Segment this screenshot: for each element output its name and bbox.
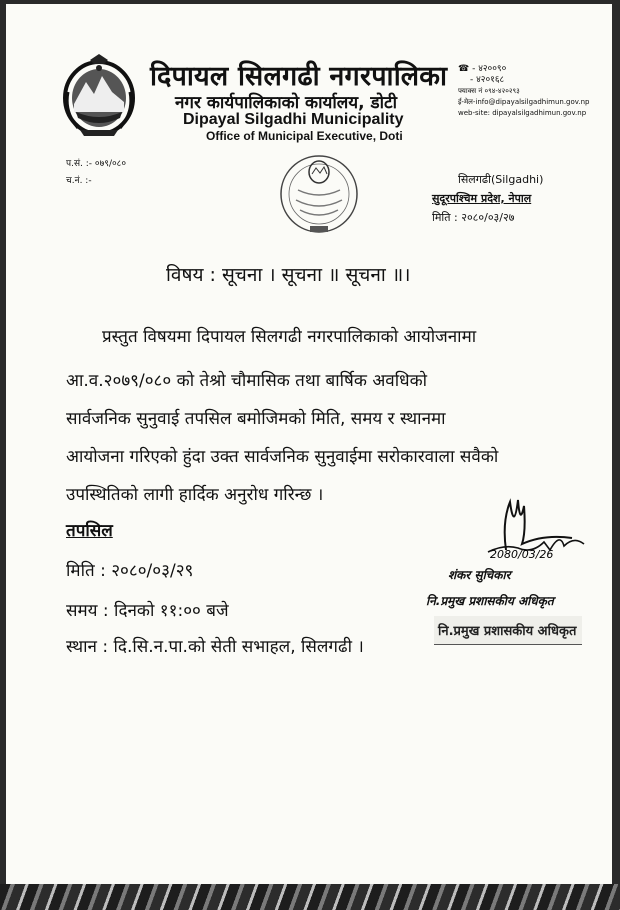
notice-page bbox=[6, 4, 612, 884]
address-block bbox=[432, 170, 543, 227]
fax: फ्याक्स नं ०९४-४२०२९३ bbox=[458, 87, 520, 95]
contact-block bbox=[458, 64, 590, 119]
phone-icon: ☎ bbox=[458, 64, 470, 74]
phone-2: - ४२०१६८ bbox=[470, 75, 505, 85]
header-office-nepali: नगर कार्यपालिकाको कार्यालय, डोटी bbox=[175, 93, 397, 113]
details-date: मिति : २०८०/०३/२९ bbox=[66, 561, 194, 581]
website[interactable]: web-site: dipayalsilgadhimun.gov.np bbox=[458, 109, 587, 117]
details-time: समय : दिनको ११:०० बजे bbox=[66, 601, 229, 621]
dispatch-number: च.नं. :- bbox=[66, 176, 92, 186]
nepal-emblem-logo bbox=[60, 52, 138, 138]
details-heading: तपसिल bbox=[66, 521, 113, 541]
reference-block bbox=[66, 156, 126, 190]
signatory-name: शंकर सुचिकार bbox=[448, 568, 511, 582]
signatory-title-stamp: नि.प्रमुख प्रशासकीय अधिकृत bbox=[434, 616, 582, 645]
body-line-5: उपस्थितिको लागी हार्दिक अनुरोध गरिन्छ । bbox=[66, 485, 324, 505]
subject-line: विषय : सूचना । सूचना ॥ सूचना ॥। bbox=[166, 264, 411, 286]
background-edge bbox=[0, 884, 620, 910]
header-office-english: Office of Municipal Executive, Doti bbox=[206, 129, 403, 143]
details-venue: स्थान : दि.सि.न.पा.को सेती सभाहल, सिलगढी । bbox=[66, 637, 364, 657]
body-line-1: प्रस्तुत विषयमा दिपायल सिलगढी नगरपालिकाको आयोजनामा bbox=[102, 327, 477, 347]
letter-date: मिति : २०८०/०३/२७ bbox=[432, 211, 515, 224]
signature bbox=[484, 492, 590, 560]
letter-number: प.सं. :- ०७९/०८० bbox=[66, 159, 127, 169]
address-province: सुदूरपश्चिम प्रदेश, नेपाल bbox=[432, 192, 532, 205]
header-title-english: Dipayal Silgadhi Municipality bbox=[183, 111, 404, 128]
header-title-nepali: दिपायल सिलगढी नगरपालिका bbox=[150, 61, 448, 92]
body-line-4: आयोजना गरिएको हुंदा उक्त सार्वजनिक सुनुवाईमा सरोकारवाला सवैको bbox=[66, 447, 499, 467]
signatory-title: नि.प्रमुख प्रशासकीय अधिकृत bbox=[426, 594, 554, 608]
body-line-2: आ.व.२०७९/०८० को तेश्रो चौमासिक तथा बार्षिक अवधिको bbox=[66, 371, 428, 391]
signature-date: 2080/03/26 bbox=[490, 548, 554, 560]
email[interactable]: ई-मेल-info@dipayalsilgadhimun.gov.np bbox=[458, 98, 590, 106]
body-line-3: सार्वजनिक सुनुवाई तपसिल बमोजिमको मिति, समय र स्थानमा bbox=[66, 409, 446, 429]
address-city: सिलगढी(Silgadhi) bbox=[458, 173, 544, 186]
phone-1: - ४२००९० bbox=[472, 64, 507, 74]
office-seal-stamp bbox=[276, 150, 362, 238]
